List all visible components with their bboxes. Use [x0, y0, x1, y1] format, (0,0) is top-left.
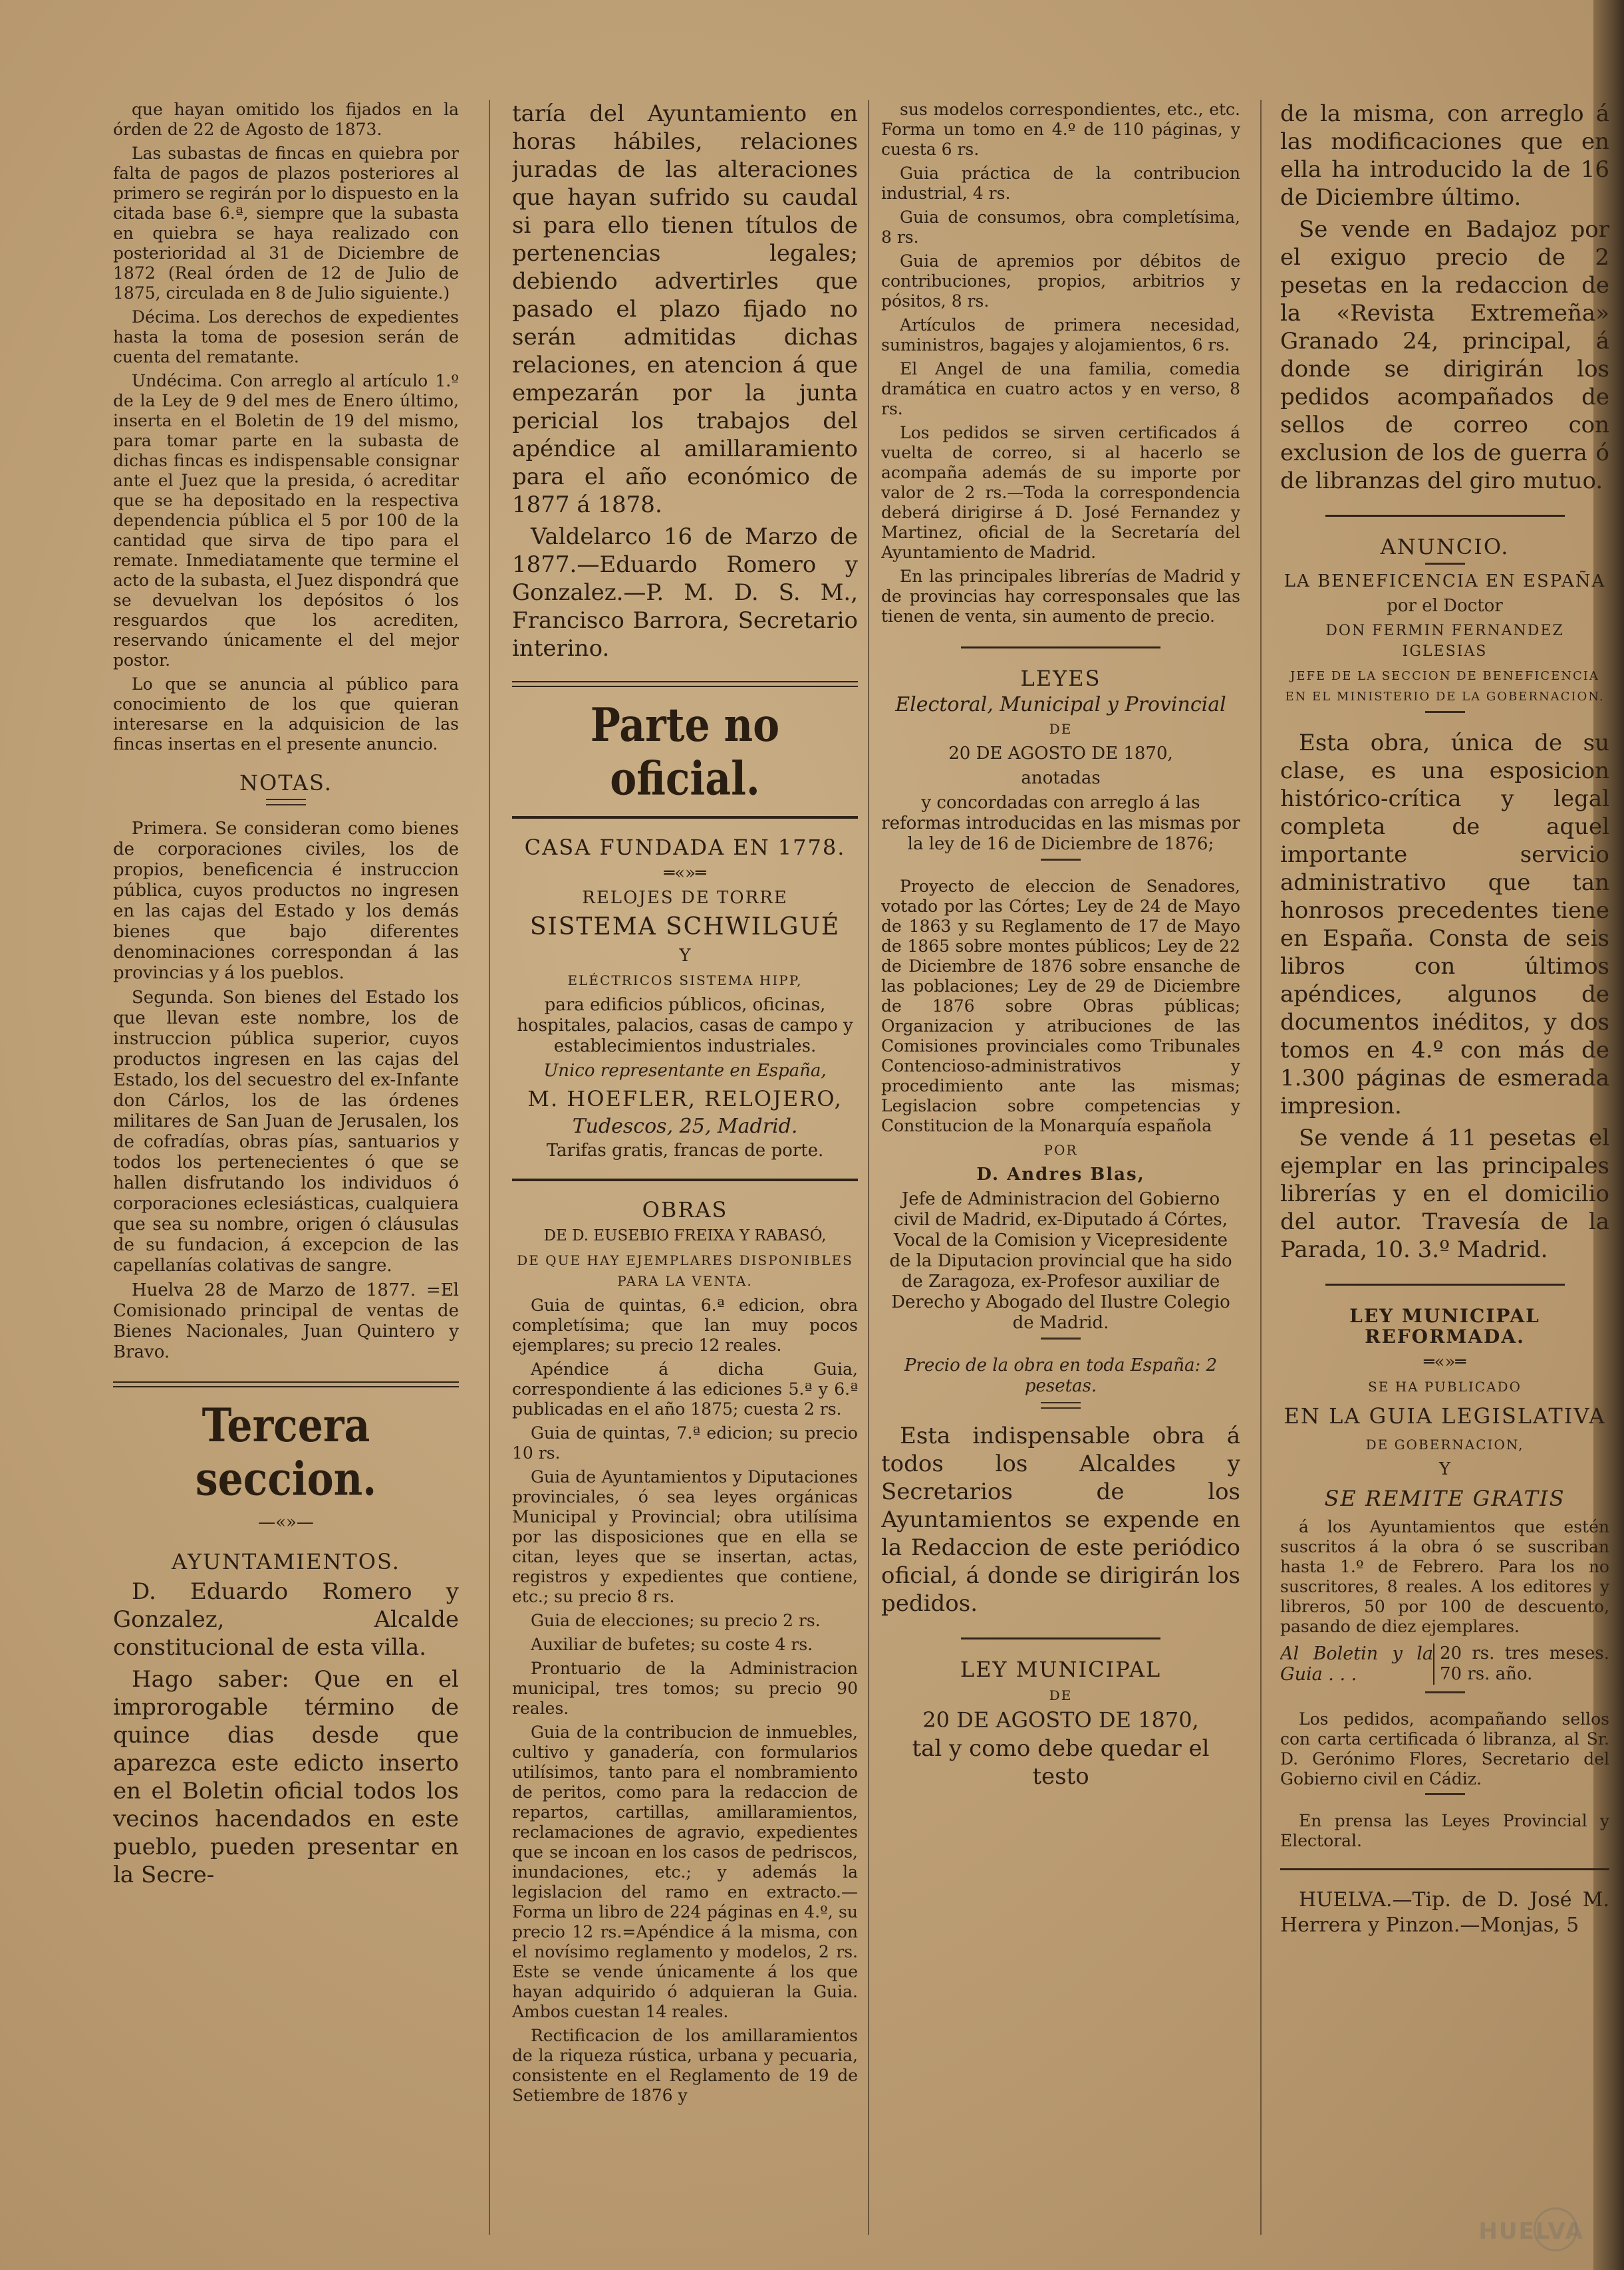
ornament: ═«»═ — [1423, 1352, 1466, 1372]
ad-line: 20 DE AGOSTO DE 1870, — [922, 1707, 1199, 1733]
ad-line: Electoral, Municipal y Provincial — [895, 693, 1226, 716]
paragraph: Guia de la contribucion de inmuebles, cultivo y ganadería, con formularios utilísimos, tanto para el nombramiento de peritos, como para la redaccion de repartos, cartillas, amillaramientos, reclamaciones de agravio, expedientes que se incoan en los casos de pedriscos, inundaciones, etc.; y además la legislacion del ramo en extracto.—Forma un libro de 224 páginas en 4.º, su precio 12 rs.=Apéndice á la misma, con el novísimo reglamento y modelos, 2 rs. Este se vende únicamente á los que hayan adquirido ó adquieran la Guia. Ambos cuestan 14 reales. — [512, 1723, 858, 2021]
paragraph: Hago saber: Que en el improrogable término de quince dias desde que aparezca este edicto inserto en el Boletin oficial todos los vecinos hacendados en este pueblo, pueden presentar en la Secre- — [113, 1666, 459, 1888]
divider — [1425, 563, 1465, 565]
divider — [1425, 711, 1465, 713]
paragraph: Proyecto de eleccion de Senadores, votado por las Córtes; Ley de 24 de Mayo de 1863 y su Reglamento de 17 de Mayo de 1865 sobre montes públicos; Ley de 22 de Diciembre de 1876 sobre ensanche de las poblaciones; Ley de 29 de Diciembre de 1876 sobre Obras públicas; Organizacion y atribuciones de las Comisiones provinciales como Tribunales Contencioso-administrativos y procedimiento ante las mismas; Legislacion sobre competencias y Constitucion de la Monarquía española — [881, 877, 1240, 1135]
paragraph: Prontuario de la Administracion municipal, tres tomos; su precio 90 reales. — [512, 1659, 858, 1718]
paragraph: sus modelos correspondientes, etc., etc. Forma un tomo en 4.º de 110 páginas, y cuesta 6 rs. — [881, 100, 1240, 159]
divider — [1325, 1284, 1565, 1286]
archive-watermark-text: HUELVA — [1478, 2218, 1584, 2245]
paragraph: Esta indispensable obra á todos los Alcaldes y Secretarios de los Ayuntamientos se expende en la Redaccion de este periódico oficial, á donde se dirigirán los pedidos. — [881, 1423, 1240, 1617]
section-divider — [1280, 1868, 1609, 1870]
section-title: Tercera seccion. — [195, 1399, 377, 1506]
divider — [1041, 859, 1081, 861]
ad-line: DE — [1049, 721, 1073, 737]
paragraph: Las subastas de fincas en quiebra por falta de pagos de plazos posteriores al primero se regirán por lo dispuesto en la citada base 6.ª, siempre que la subasta en quiebra se haya realizado con posterioridad al 31 de Diciembre de 1872 (Real órden de 12 de Julio de 1875, circulada en 8 de Julio siguiente.) — [113, 144, 459, 303]
paragraph: Guia de Ayuntamientos y Diputaciones provinciales, ó sea leyes orgánicas Municipal y Provincial; obra utilísima por las disposiciones que en ella se citan, leyes que se insertan, actas, registros y expedientes que contiene, etc.; su precio 8 rs. — [512, 1467, 858, 1606]
column-rule — [489, 100, 490, 2235]
paragraph: Huelva 28 de Marzo de 1877. =El Comisionado principal de ventas de Bienes Nacionales, Juan Quintero y Bravo. — [113, 1280, 459, 1362]
paragraph: D. Eduardo Romero y Gonzalez, Alcalde constitucional de esta villa. — [113, 1578, 459, 1661]
ad-line: Tudescos, 25, Madrid. — [572, 1115, 798, 1138]
price-table — [1280, 1643, 1609, 1685]
section-divider — [512, 816, 858, 819]
obras-heading: OBRAS — [642, 1197, 728, 1222]
divider — [1041, 1338, 1081, 1340]
ad-line: POR — [1043, 1142, 1078, 1158]
ad-heading: CASA FUNDADA EN 1778. — [524, 835, 846, 860]
ad-line: DON FERMIN FERNANDEZ IGLESIAS — [1325, 623, 1564, 660]
divider — [1041, 1402, 1081, 1409]
ornament: —«»— — [258, 1512, 314, 1532]
ayuntamientos-heading: AYUNTAMIENTOS. — [172, 1549, 400, 1574]
price-line: Precio de la obra en toda España: 2 pesetas. — [904, 1355, 1218, 1396]
ad-line: Tarifas gratis, francas de porte. — [546, 1141, 824, 1161]
paragraph: Se vende á 11 pesetas el ejemplar en las principales librerías y en el domicilio del autor. Travesía de la Parada, 10. 3.º Madrid. — [1280, 1125, 1609, 1263]
ad-line: JEFE DE LA SECCION DE BENEFICENCIA EN EL MINISTERIO DE LA GOBERNACION. — [1285, 669, 1605, 704]
paragraph: Décima. Los derechos de expedientes hasta la toma de posesion serán de cuenta del rematante. — [113, 307, 459, 366]
paragraph: taría del Ayuntamiento en horas hábiles, relaciones juradas de las alteraciones que hayan sufrido su caudal si para ello tienen títulos de pertenencias legales; debiendo advertirles que pasado el plazo fijado no serán admitidas dichas relaciones, en atencion á que empezarán por la junta pericial los trabajos del apéndice al amillaramiento para el año económico de 1877 á 1878. — [512, 100, 858, 518]
ad-line: anotadas — [1021, 768, 1101, 788]
paragraph: Los pedidos se sirven certificados á vuelta de correo, si al hacerlo se acompaña además de su importe por valor de 2 rs.—Toda la correspondencia deberá dirigirse á D. José Fernandez y Martinez, oficial de la Secretaría del Ayuntamiento de Madrid. — [881, 423, 1240, 562]
divider — [1425, 1691, 1465, 1693]
paragraph: Guia de quintas, 7.ª edicion; su precio 10 rs. — [512, 1423, 858, 1463]
price-values: 20 rs. tres meses. 70 rs. año. — [1433, 1643, 1609, 1685]
leyes-heading: LEYES — [1020, 666, 1101, 691]
column-3 — [881, 100, 1240, 2228]
divider — [1425, 1793, 1465, 1795]
ad-line: ELÉCTRICOS SISTEMA HIPP, — [567, 972, 803, 988]
paragraph: Guia de consumos, obra completísima, 8 rs. — [881, 208, 1240, 247]
divider — [1325, 515, 1565, 517]
paragraph: El Angel de una familia, comedia dramática en cuatro actos y en verso, 8 rs. — [881, 359, 1240, 418]
paragraph: Apéndice á dicha Guia, correspondiente á las ediciones 5.ª y 6.ª publicadas en el año 1875; cuesta 2 rs. — [512, 1359, 858, 1419]
paragraph: tal y como debe quedar el testo — [912, 1735, 1210, 1790]
paragraph: para edificios públicos, oficinas, hospitales, palacios, casas de campo y establecimientos industriales. — [517, 995, 853, 1056]
ley-reformada-heading: LEY MUNICIPAL REFORMADA. — [1349, 1305, 1540, 1348]
paragraph: Los pedidos, acompañando sellos con carta certificada ó libranza, al Sr. D. Gerónimo Flores, Secretario del Gobierno civil en Cádiz. — [1280, 1709, 1609, 1788]
ad-line: SE REMITE GRATIS — [1324, 1486, 1565, 1511]
ad-line: EN LA GUIA LEGISLATIVA — [1284, 1403, 1606, 1429]
ad-line: DE QUE HAY EJEMPLARES DISPONIBLES PARA LA VENTA. — [517, 1252, 853, 1289]
column-2 — [512, 100, 858, 2228]
ad-line: Y — [679, 946, 691, 966]
ad-line: DE — [1049, 1687, 1073, 1703]
ad-line: M. HOEFLER, RELOJERO, — [527, 1086, 843, 1111]
paragraph: Guia práctica de la contribucion industrial, 4 rs. — [881, 164, 1240, 203]
paragraph: Artículos de primera necesidad, suministros, bagajes y alojamientos, 6 rs. — [881, 315, 1240, 355]
paragraph: En las principales librerías de Madrid y de provincias hay corresponsales que las tienen de venta, sin aumento de precio. — [881, 567, 1240, 626]
ad-line: 20 DE AGOSTO DE 1870, — [948, 744, 1173, 764]
section-divider — [512, 1179, 858, 1181]
paragraph: Lo que se anuncia al público para conocimiento de los que quieran interesarse en la adquisicion de las fincas insertas en el presente anuncio. — [113, 674, 459, 754]
paragraph: de la misma, con arreglo á las modificaciones que en ella ha introducido la de 16 de Diciembre último. — [1280, 100, 1609, 211]
paragraph: Guia de quintas, 6.ª edicion, obra completísima; que lan muy pocos ejemplares; su precio 12 reales. — [512, 1296, 858, 1355]
ad-line: por el Doctor — [1387, 596, 1503, 616]
paragraph: y concordadas con arreglo á las reformas introducidas en las mismas por la ley de 16 de Diciembre de 1876; — [881, 793, 1240, 854]
paragraph: que hayan omitido los fijados en la órden de 22 de Agosto de 1873. — [113, 100, 459, 139]
paragraph: Auxiliar de bufetes; su coste 4 rs. — [531, 1635, 813, 1654]
paragraph: Primera. Se consideran como bienes de corporaciones civiles, los de propios, beneficencia é instruccion pública, cuyos productos no ingresen en las cajas del Estado y los demás bienes que bajo diferentes denominaciones correspondan á las provincias y á los pueblos. — [113, 819, 459, 983]
column-1 — [113, 100, 459, 2228]
paragraph: Se vende en Badajoz por el exiguo precio de 2 pesetas en la redaccion de la «Revista Extremeña» Granado 24, principal, á donde se dirigirán los pedidos acompañados de sellos de correo con exclusion de los de guerra ó de libranzas del giro mutuo. — [1280, 216, 1609, 494]
ad-line: SE HA PUBLICADO — [1368, 1379, 1522, 1395]
notas-heading: NOTAS. — [239, 770, 333, 795]
ornament: ═«»═ — [664, 863, 706, 883]
paragraph: Rectificacion de los amillaramientos de la riqueza rústica, urbana y pecuaria, consistente en el Reglamento de 19 de Setiembre de 1876 y — [512, 2026, 858, 2105]
paragraph: Undécima. Con arreglo al artículo 1.º de la Ley de 9 del mes de Enero último, inserta en el Boletin de 19 del mismo, para tomar parte en la subasta de dichas fincas es indispensable consignar ante el Juez que la presida, ó acreditar que se ha depositado en la respectiva dependencia pública el 5 por 100 de la cantidad que sirva de tipo para el remate. Inmediatamente que termine el acto de la subasta, el Juez dispondrá que se devuelvan los depósitos ó los resguardos que los acrediten, reservando únicamente el del mejor postor. — [113, 371, 459, 670]
paragraph: Guia de elecciones; su precio 2 rs. — [531, 1611, 821, 1630]
ad-line: DE GOBERNACION, — [1365, 1437, 1524, 1453]
ad-line: RELOJES DE TORRE — [582, 888, 788, 908]
ad-line: DE D. EUSEBIO FREIXA Y RABASÓ, — [543, 1227, 827, 1244]
divider — [961, 646, 1160, 648]
column-rule — [1260, 100, 1262, 2235]
paragraph: Esta obra, única de su clase, es una esposicion histórico-crítica y legal completa de aquel importante servicio administrativo que tan honrosos precedentes tiene en España. Consta de seis libros con últimos apéndices, algunos de documentos inéditos, y dos tomos en 4.º con más de 1.300 páginas de esmerada impresion. — [1280, 730, 1609, 1119]
ley-municipal-heading: LEY MUNICIPAL — [960, 1657, 1162, 1682]
anuncio-heading: ANUNCIO. — [1380, 534, 1510, 559]
ad-line: Unico representante en España, — [543, 1061, 827, 1081]
author-name: D. Andres Blas, — [976, 1165, 1145, 1185]
price-label: Al Boletin y la Guia . . . — [1280, 1643, 1433, 1685]
paragraph: á los Ayuntamientos que estén suscritos á la obra ó se suscriban hasta 1.º de Febrero. Para los no suscritores, 8 reales. A los editores y libreros, 50 por 100 de descuento, pasando de diez ejemplares. — [1280, 1517, 1609, 1636]
paragraph: En prensa las Leyes Provincial y Electoral. — [1280, 1811, 1609, 1850]
paragraph: Guia de apremios por débitos de contribuciones, propios, arbitrios y pósitos, 8 rs. — [881, 251, 1240, 311]
divider — [961, 1637, 1160, 1639]
column-4 — [1280, 100, 1609, 2228]
section-title: Parte no oficial. — [590, 698, 780, 806]
paragraph: Jefe de Administracion del Gobierno civil de Madrid, ex-Diputado á Córtes, Vocal de la Comision y Vicepresidente de la Diputacion provincial que ha sido de Zaragoza, ex-Profesor auxiliar de Derecho y Abogado del Ilustre Colegio de Madrid. — [889, 1189, 1232, 1333]
divider — [266, 799, 306, 805]
ad-line: SISTEMA SCHWILGUÉ — [529, 913, 841, 940]
paragraph: Segunda. Son bienes del Estado los que llevan este nombre, los de instruccion pública superior, cuyos productos ingresen en las cajas del Estado, los del secuestro del ex-Infante don Cárlos, los de las órdenes militares de San Juan de Jerusalen, los de cofradías, obras pías, santuarios y todos los pertenecientes ó que se hallen disfrutando los individuos ó corporaciones eclesiásticas, cualquiera que sea su nombre, origen ó cláusulas de su fundacion, á excepcion de las capellanías colativas de sangre. — [113, 988, 459, 1276]
section-divider — [113, 1381, 459, 1387]
ad-line: Y — [1438, 1459, 1451, 1479]
imprint: HUELVA.—Tip. de D. José M. Herrera y Pinzon.—Monjas, 5 — [1280, 1888, 1609, 1937]
section-divider — [512, 681, 858, 687]
column-rule — [868, 100, 869, 2235]
ad-line: LA BENEFICENCIA EN ESPAÑA — [1284, 571, 1606, 591]
paragraph: Valdelarco 16 de Marzo de 1877.—Eduardo Romero y Gonzalez.—P. M. D. S. M., Francisco Barrora, Secretario interino. — [512, 523, 858, 662]
